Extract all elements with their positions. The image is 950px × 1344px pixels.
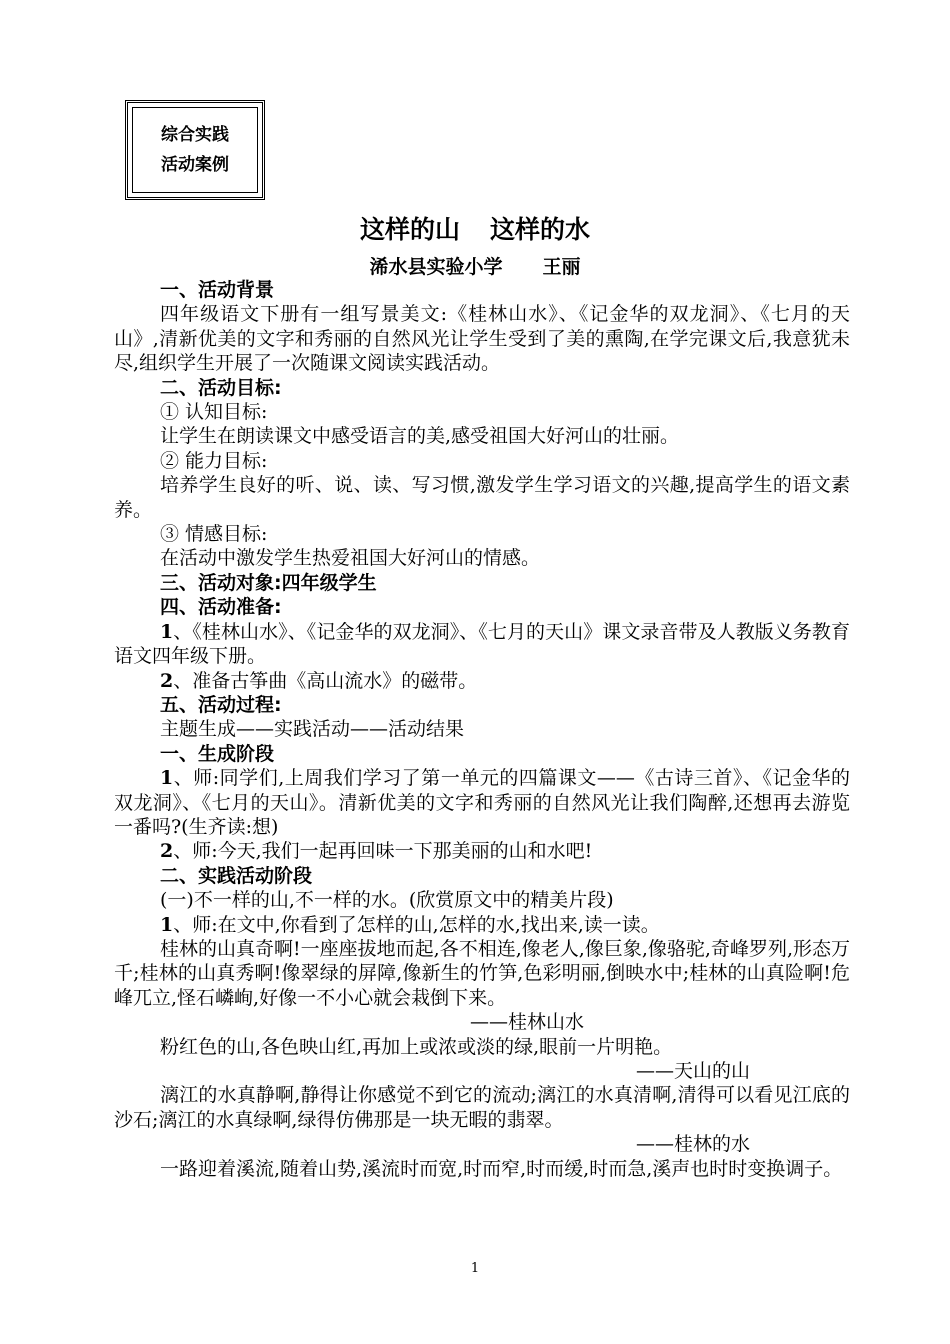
prep-item-2-number: 2 (160, 669, 174, 692)
stage1-item-2-text: 、师:今天,我们一起再回味一下那美丽的山和水吧! (173, 840, 593, 863)
prep-item-1-text: 、《桂林山水》、《记金华的双龙洞》、《七月的天山》课文录音带及人教版义务教育语文四年级下册。 (114, 620, 850, 668)
stage1-item-1 (114, 766, 850, 839)
author-name: 王丽 (542, 256, 581, 278)
stage-heading-generation: 一、生成阶段 (160, 742, 275, 765)
section-heading-preparation: 四、活动准备: (160, 596, 282, 619)
paragraph-background: 四年级语文下册有一组写景美文:《桂林山水》、《记金华的双龙洞》、《七月的天山》,清新优美的文字和秀丽的自然风光让学生受到了美的熏陶,在学完课文后,我意犹未尽,组织学生开展了一次随课文阅读实践活动。 (114, 303, 850, 375)
prep-item-1-number: 1 (160, 620, 174, 643)
section-heading-goals: 二、活动目标: (160, 376, 282, 399)
stage1-item-1-text: 、师:同学们,上周我们学习了第一单元的四篇课文——《古诗三首》、《记金华的双龙洞》、《七月的天山》。清新优美的文字和秀丽的自然风光让我们陶醉,还想再去游览一番吗?(生齐读:想) (114, 767, 850, 838)
author-school: 浠水县实验小学 (369, 256, 503, 278)
quote-source-2: ——天山的山 (635, 1060, 750, 1082)
page-number: 1 (470, 1261, 480, 1276)
goal-1-text: 让学生在朗读课文中感受语言的美,感受祖国大好河山的壮丽。 (160, 425, 680, 448)
badge-line-2: 活动案例 (161, 155, 229, 175)
document-title (0, 210, 950, 246)
quote-stream: 一路迎着溪流,随着山势,溪流时而宽,时而窄,时而缓,时而急,溪声也时时变换调子。 (160, 1157, 843, 1180)
category-badge (125, 100, 265, 200)
stage1-item-1-number: 1 (160, 767, 174, 790)
goal-2-text: 培养学生良好的听、说、读、写习惯,激发学生学习语文的兴趣,提高学生的语文素养。 (114, 474, 850, 521)
title-part-1: 这样的山 (359, 215, 460, 244)
section-heading-background: 一、活动背景 (160, 279, 275, 301)
stage-heading-practice: 二、实践活动阶段 (160, 864, 313, 887)
process-flow: 主题生成——实践活动——活动结果 (160, 718, 465, 741)
quote-tianshan-mountains: 粉红色的山,各色映山红,再加上或浓或淡的绿,眼前一片明艳。 (160, 1035, 673, 1058)
prep-item-1 (114, 620, 850, 669)
stage1-item-2-number: 2 (160, 840, 174, 863)
stage1-item-2 (114, 839, 850, 863)
goal-3-text: 在活动中激发学生热爱祖国大好河山的情感。 (160, 547, 541, 570)
quote-lijiang-water: 漓江的水真静啊,静得让你感觉不到它的流动;漓江的水真清啊,清得可以看见江底的沙石;漓江的水真绿啊,绿得仿佛那是一块无暇的翡翠。 (114, 1084, 850, 1131)
stage2-item-1 (114, 913, 850, 937)
quote-guilin-mountains: 桂林的山真奇啊!一座座拔地而起,各不相连,像老人,像巨象,像骆驼,奇峰罗列,形态万千;桂林的山真秀啊!像翠绿的屏障,像新生的竹笋,色彩明丽,倒映水中;桂林的山真险啊!危峰兀立,怪石嶙峋,好像一不小心就会栽倒下来。 (114, 937, 850, 1009)
section-heading-audience: 三、活动对象:四年级学生 (160, 571, 377, 594)
author-line (0, 252, 950, 279)
document-body (114, 278, 850, 1181)
goal-1-label: ① 认知目标: (160, 401, 268, 424)
stage2-item-1-text: 、师:在文中,你看到了怎样的山,怎样的水,找出来,读一读。 (173, 913, 660, 936)
stage2-item-1-number: 1 (160, 913, 174, 936)
prep-item-2-text: 、准备古筝曲《高山流水》的磁带。 (173, 669, 478, 692)
goal-2-label: ② 能力目标: (160, 449, 268, 472)
quote-source-1: ——桂林山水 (469, 1011, 584, 1034)
quote-source-3: ——桂林的水 (635, 1133, 750, 1156)
title-part-2: 这样的水 (490, 215, 591, 244)
prep-item-2 (114, 669, 850, 693)
badge-line-1: 综合实践 (161, 125, 229, 145)
section-heading-process: 五、活动过程: (160, 693, 282, 716)
goal-3-label: ③ 情感目标: (160, 523, 268, 546)
stage2-subheading: (一)不一样的山,不一样的水。(欣赏原文中的精美片段) (160, 889, 614, 912)
